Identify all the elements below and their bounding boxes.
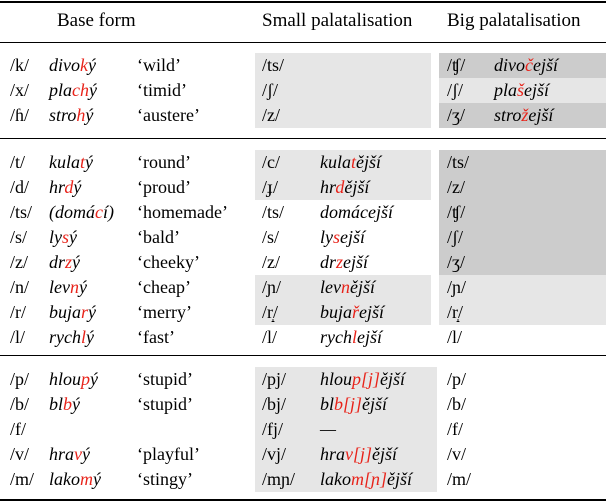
small-palatalisation-form (320, 175, 369, 200)
big-palatalisation-ipa: /ɲ/ (447, 277, 467, 297)
phoneme-ipa: /r/ (10, 302, 26, 322)
form-segment: hr (320, 177, 336, 197)
form-segment: ejší (528, 105, 554, 125)
phoneme-ipa: /p/ (10, 369, 30, 389)
base-form-word (49, 250, 80, 275)
gloss: ‘stupid’ (137, 394, 193, 414)
big-palatalisation-ipa: /p/ (447, 369, 467, 389)
highlighted-segment: k (80, 55, 88, 75)
highlighted-segment: n (69, 277, 79, 297)
form-segment: ý (85, 152, 94, 172)
highlighted-segment: b (63, 394, 73, 414)
form-segment: stro (494, 105, 522, 125)
base-form-word (49, 367, 98, 392)
header-big-palatalisation: Big palatalisation (447, 10, 581, 31)
form-segment: ější (349, 277, 375, 297)
highlighted-segment: l (80, 327, 86, 347)
small-palatalisation-form (320, 417, 336, 442)
form-segment: ý (86, 327, 94, 347)
small-palatalisation-ipa: /mɲ/ (262, 469, 296, 489)
big-palatalisation-form (494, 103, 553, 128)
small-palatalisation-form (320, 367, 405, 392)
form-segment: ý (89, 80, 98, 100)
highlighted-segment: t (351, 152, 357, 172)
form-segment: dr (49, 252, 66, 272)
phoneme-ipa: /d/ (10, 177, 30, 197)
phoneme-ipa: /s/ (10, 227, 28, 247)
header-small-palatalisation: Small palatalisation (262, 10, 413, 31)
gloss: ‘austere’ (137, 105, 200, 125)
form-segment: ý (78, 277, 87, 297)
form-segment: divo (494, 55, 525, 75)
small-palatalisation-ipa: /z/ (262, 252, 280, 272)
small-palatalisation-ipa: /vj/ (262, 444, 287, 464)
form-segment: ly (49, 227, 62, 247)
small-palatalisation-ipa: /r̝/ (262, 302, 278, 322)
form-segment: ý (69, 227, 78, 247)
form-segment: pla (494, 80, 518, 100)
header-rule (0, 42, 606, 43)
base-form-word (49, 325, 94, 350)
bottom-rule (0, 499, 606, 501)
form-segment: ejší (533, 55, 558, 75)
form-segment: ý (85, 105, 94, 125)
header-base-form: Base form (57, 10, 136, 31)
form-segment: lako (320, 469, 351, 489)
small-palatalisation-form (320, 392, 387, 417)
top-rule (0, 1, 606, 3)
small-palatalisation-form (320, 200, 393, 225)
form-segment: lev (49, 277, 70, 297)
form-segment: ý (90, 369, 99, 389)
big-palatalisation-ipa: /z/ (447, 177, 465, 197)
form-segment: hlou (320, 369, 353, 389)
gloss: ‘wild’ (137, 55, 181, 75)
highlighted-segment: v (74, 444, 83, 464)
highlighted-segment: p[j] (352, 369, 381, 389)
highlighted-segment: z (65, 252, 73, 272)
highlighted-segment: d (335, 177, 345, 197)
form-segment: ější (356, 152, 382, 172)
form-segment: rych (49, 327, 81, 347)
gloss: ‘bald’ (137, 227, 180, 247)
phoneme-ipa: /x/ (10, 80, 30, 100)
form-segment: stro (49, 105, 77, 125)
base-form-word (49, 53, 96, 78)
small-palatalisation-form (320, 225, 365, 250)
small-palatalisation-ipa: /ts/ (262, 55, 285, 75)
base-form-word (49, 392, 80, 417)
form-segment: ý (82, 444, 91, 464)
big-palatalisation-ipa: /b/ (447, 394, 467, 414)
big-palatalisation-ipa: /ʃ/ (447, 227, 463, 247)
form-segment: hra (320, 444, 346, 464)
form-segment: ejší (357, 327, 382, 347)
base-form-word (49, 300, 96, 325)
base-form-word (49, 200, 114, 225)
small-palatalisation-form (320, 275, 375, 300)
phoneme-ipa: /f/ (10, 419, 26, 439)
form-segment: (domá (49, 202, 95, 222)
highlighted-segment: n (340, 277, 350, 297)
form-segment: hr (49, 177, 65, 197)
big-palatalisation-ipa: /ʒ/ (447, 252, 465, 272)
form-segment: — (320, 419, 337, 439)
small-palatalisation-form (320, 300, 384, 325)
form-segment: ější (362, 394, 388, 414)
form-segment: bl (49, 394, 64, 414)
form-segment: ejší (524, 80, 550, 100)
small-palatalisation-ipa: /pj/ (262, 369, 287, 389)
highlighted-segment: ř (352, 302, 360, 322)
form-segment: ý (73, 177, 82, 197)
highlighted-segment: b[j] (334, 394, 363, 414)
form-segment: buja (49, 302, 82, 322)
base-form-word (49, 467, 101, 492)
highlighted-segment: c (95, 202, 103, 222)
small-palatalisation-form (320, 467, 412, 492)
highlighted-segment: s (333, 227, 341, 247)
highlighted-segment: v[j] (345, 444, 373, 464)
small-palatalisation-ipa: /z/ (262, 105, 280, 125)
base-form-word (49, 225, 77, 250)
small-palatalisation-form (320, 150, 381, 175)
big-palatalisation-form (494, 78, 549, 103)
highlighted-segment: č (525, 55, 533, 75)
gloss: ‘stupid’ (137, 369, 193, 389)
phoneme-ipa: /ɦ/ (10, 105, 30, 125)
small-palatalisation-ipa: /ts/ (262, 202, 285, 222)
form-segment: hra (49, 444, 75, 464)
form-segment: pla (49, 80, 73, 100)
highlighted-segment: ch (72, 80, 90, 100)
small-palatalisation-ipa: /ɟ/ (262, 177, 278, 197)
group-rule-2 (0, 355, 606, 356)
big-palatalisation-ipa: /ʒ/ (447, 105, 465, 125)
gloss: ‘homemade’ (137, 202, 228, 222)
big-palatalisation-ipa: /v/ (447, 444, 467, 464)
gloss: ‘fast’ (137, 327, 175, 347)
big-palatalisation-ipa: /ʧ/ (447, 55, 466, 75)
big-palatalisation-form (494, 53, 558, 78)
small-palatalisation-ipa: /l/ (262, 327, 278, 347)
small-palatalisation-ipa: /fj/ (262, 419, 283, 439)
small-palatalisation-form (320, 325, 382, 350)
form-segment: lako (49, 469, 80, 489)
base-form-word (49, 150, 93, 175)
phoneme-ipa: /ts/ (10, 202, 33, 222)
gloss: ‘merry’ (137, 302, 192, 322)
form-segment: domácejší (320, 202, 393, 222)
highlighted-segment: m[ɲ] (351, 469, 388, 489)
small-palatalisation-ipa: /c/ (262, 152, 280, 172)
phoneme-ipa: /l/ (10, 327, 26, 347)
form-segment: ější (387, 469, 413, 489)
base-form-word (49, 78, 97, 103)
form-segment: ejší (343, 252, 369, 272)
big-palatalisation-ipa: /m/ (447, 469, 472, 489)
base-form-word (49, 442, 90, 467)
group-rule-1 (0, 138, 606, 139)
small-palatalisation-ipa: /ʃ/ (262, 80, 278, 100)
highlighted-segment: z (336, 252, 344, 272)
small-palatalisation-ipa: /ɲ/ (262, 277, 282, 297)
form-segment: hlou (49, 369, 82, 389)
gloss: ‘cheeky’ (137, 252, 200, 272)
highlighted-segment: ž (521, 105, 529, 125)
highlighted-segment: d (64, 177, 74, 197)
phoneme-ipa: /m/ (10, 469, 35, 489)
form-segment: í) (103, 202, 114, 222)
gloss: ‘cheap’ (137, 277, 191, 297)
small-palatalisation-form (320, 442, 397, 467)
phoneme-ipa: /n/ (10, 277, 30, 297)
form-segment: ý (88, 302, 97, 322)
form-segment: ly (320, 227, 333, 247)
base-form-word (49, 275, 87, 300)
form-segment: ejší (359, 302, 385, 322)
highlighted-segment: s (62, 227, 70, 247)
form-segment: ější (344, 177, 370, 197)
gloss: ‘playful’ (137, 444, 200, 464)
form-segment: buja (320, 302, 353, 322)
gloss: ‘timid’ (137, 80, 187, 100)
form-segment: ější (380, 369, 406, 389)
form-segment: divo (49, 55, 80, 75)
gloss: ‘round’ (137, 152, 191, 172)
gloss: ‘stingy’ (137, 469, 193, 489)
form-segment: rych (320, 327, 352, 347)
form-segment: ý (93, 469, 101, 489)
form-segment: ý (72, 394, 81, 414)
form-segment: ejší (340, 227, 366, 247)
highlighted-segment: p (81, 369, 91, 389)
form-segment: kula (49, 152, 80, 172)
form-segment: lev (320, 277, 341, 297)
highlighted-segment: t (80, 152, 86, 172)
form-segment: dr (320, 252, 337, 272)
highlighted-segment: m (80, 469, 93, 489)
base-form-word (49, 103, 93, 128)
highlighted-segment: l (351, 327, 357, 347)
highlighted-segment: h (76, 105, 86, 125)
form-segment: bl (320, 394, 335, 414)
small-palatalisation-ipa: /s/ (262, 227, 280, 247)
phoneme-ipa: /z/ (10, 252, 28, 272)
big-palatalisation-ipa: /l/ (447, 327, 463, 347)
phoneme-ipa: /t/ (10, 152, 26, 172)
form-segment: ý (88, 55, 96, 75)
big-palatalisation-ipa: /ts/ (447, 152, 470, 172)
highlighted-segment: r (81, 302, 89, 322)
big-palatalisation-ipa: /ʃ/ (447, 80, 463, 100)
small-palatalisation-form (320, 250, 368, 275)
form-segment: kula (320, 152, 351, 172)
big-palatalisation-ipa: /r̝/ (447, 302, 463, 322)
big-palatalisation-ipa: /ʧ/ (447, 202, 466, 222)
phoneme-ipa: /v/ (10, 444, 30, 464)
form-segment: ý (72, 252, 81, 272)
highlighted-segment: š (517, 80, 525, 100)
big-palatalisation-ipa: /f/ (447, 419, 463, 439)
phoneme-ipa: /k/ (10, 55, 30, 75)
form-segment: ější (372, 444, 398, 464)
gloss: ‘proud’ (137, 177, 191, 197)
base-form-word (49, 175, 81, 200)
small-palatalisation-ipa: /bj/ (262, 394, 287, 414)
phoneme-ipa: /b/ (10, 394, 30, 414)
